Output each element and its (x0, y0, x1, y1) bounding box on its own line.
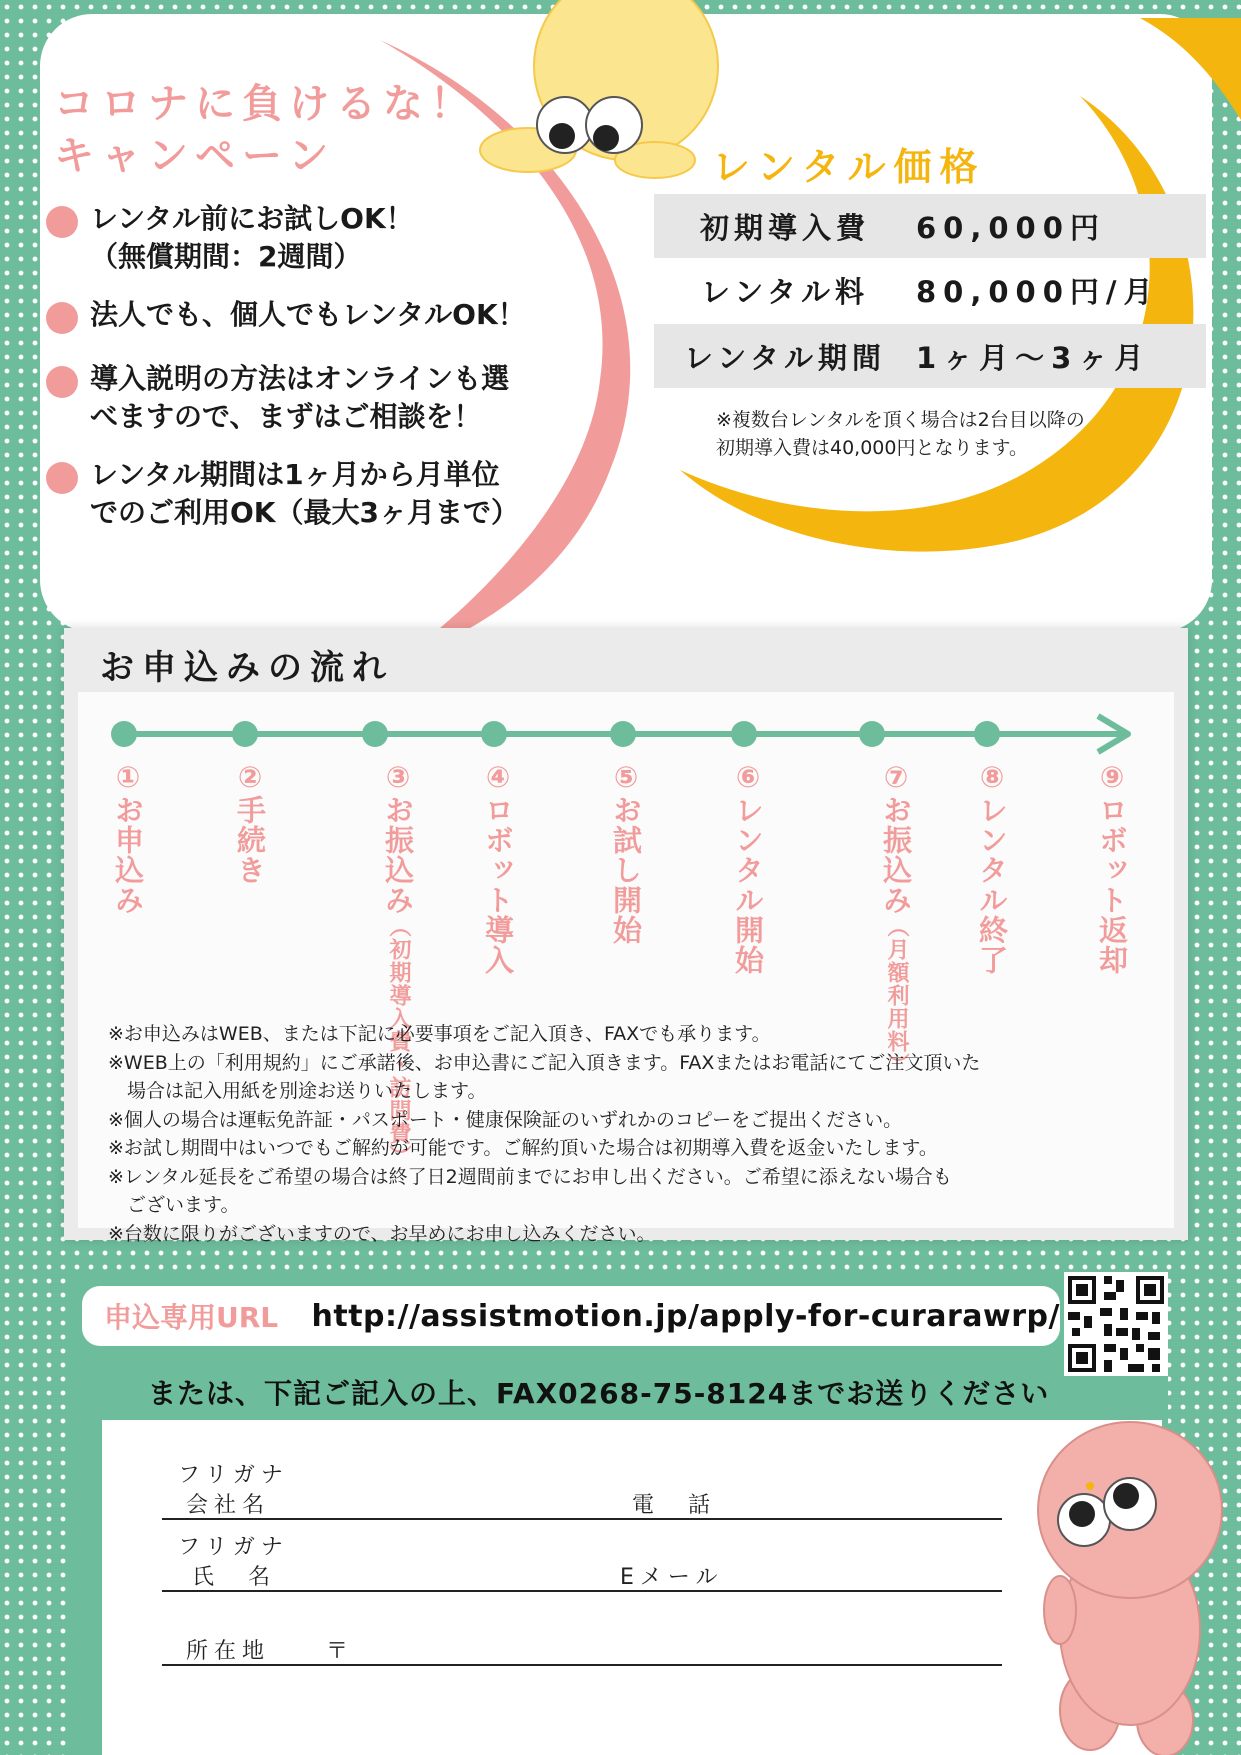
price-row-rental (654, 258, 1206, 322)
price-row-period (654, 324, 1206, 388)
qr-code-icon[interactable] (1064, 1272, 1168, 1376)
company-field-line[interactable] (162, 1518, 1002, 1520)
pricing-title: レンタル価格 (712, 145, 986, 189)
bullet-dot-icon (46, 206, 78, 238)
pink-mascot-illustration (1030, 1410, 1241, 1755)
campaign-title: コロナに負けるな！ キャンペーン (54, 81, 477, 179)
flow-step-6: ⑥レンタル開始 (731, 760, 765, 975)
campaign-bullet: レンタル期間は1ヶ月から月単位 でのご利用OK（最大3ヶ月まで） (46, 456, 586, 532)
email-label: Eメール (620, 1565, 724, 1590)
flow-step-4: ④ロボット導入 (481, 760, 515, 975)
apply-url-label: 申込専用URL (104, 1301, 279, 1334)
flow-note: ※お申込みはWEB、または下記に必要事項をご記入頂き、FAXでも承ります。 (108, 1023, 771, 1045)
name-label: 氏 名 (192, 1565, 277, 1590)
fax-instruction: または、下記ご記入の上、FAX0268-75-8124までお送りください (148, 1377, 1050, 1410)
flow-note: ※レンタル延長をご希望の場合は終了日2週間前までにお申し出ください。ご希望に添えない場合も ございます。 (108, 1165, 952, 1216)
price-value: 60,000円 (916, 210, 1106, 245)
company-label: 会社名 (186, 1493, 271, 1518)
address-field-line[interactable] (162, 1664, 1002, 1666)
flow-notes (108, 1020, 1158, 1248)
price-row-initial (654, 194, 1206, 258)
address-label: 所在地 (186, 1639, 271, 1664)
flow-title: お申込みの流れ (100, 648, 394, 688)
company-furigana-label: フリガナ (178, 1463, 289, 1488)
bullet-dot-icon (46, 366, 78, 398)
apply-url-bar (82, 1286, 1060, 1346)
flow-step-1: ①お申込み (111, 760, 145, 915)
flow-note: ※お試し期間中はいつでもご解約が可能です。ご解約頂いた場合は初期導入費を返金いたします。 (108, 1137, 938, 1159)
campaign-bullet: 導入説明の方法はオンラインも選 べますので、まずはご相談を！ (46, 360, 586, 436)
yellow-crescent-top (1140, 18, 1241, 120)
price-value: 1ヶ月〜3ヶ月 (916, 340, 1151, 375)
pricing-note: ※複数台レンタルを頂く場合は2台目以降の 初期導入費は40,000円となります。 (716, 409, 1085, 459)
flow-step-5: ⑤お試し開始 (609, 760, 643, 945)
yellow-mascot-illustration (480, 0, 718, 178)
name-field-line[interactable] (162, 1590, 1002, 1592)
bullet-dot-icon (46, 302, 78, 334)
flow-step-7: ⑦お振込み（月額利用料） (879, 760, 913, 1076)
flow-step-9: ⑨ロボット返却 (1095, 760, 1129, 975)
flow-note: ※台数に限りがございますので、お早めにお申し込みください。 (108, 1222, 656, 1245)
name-furigana-label: フリガナ (178, 1535, 289, 1560)
flow-step-8: ⑧レンタル終了 (975, 760, 1009, 975)
postal-mark: 〒 (326, 1639, 355, 1664)
price-value: 80,000円/月 (916, 274, 1160, 309)
campaign-bullet: レンタル前にお試しOK！ （無償期間：2週間） (46, 200, 586, 276)
flow-step-2: ②手続き (233, 760, 267, 885)
phone-label: 電 話 (632, 1493, 717, 1518)
price-label: レンタル期間 (683, 340, 887, 375)
flow-note: ※個人の場合は運転免許証・パスポート・健康保険証のいずれかのコピーをご提出ください。 (108, 1108, 903, 1131)
flow-step-3: ③お振込み（初期導入費・訪問費） (381, 760, 415, 1168)
bullet-dot-icon (46, 462, 78, 494)
apply-url-link[interactable]: http://assistmotion.jp/apply-for-curarawrp/ (311, 1298, 1060, 1334)
price-label: レンタル料 (700, 274, 870, 309)
price-label: 初期導入費 (699, 210, 870, 245)
flow-note: ※WEB上の「利用規約」にご承諾後、お申込書にご記入頂きます。FAXまたはお電話にてご注文頂いた 場合は記入用紙を別途お送りいたします。 (108, 1051, 981, 1102)
campaign-bullet-list (46, 200, 586, 552)
campaign-bullet: 法人でも、個人でもレンタルOK！ (46, 296, 586, 334)
